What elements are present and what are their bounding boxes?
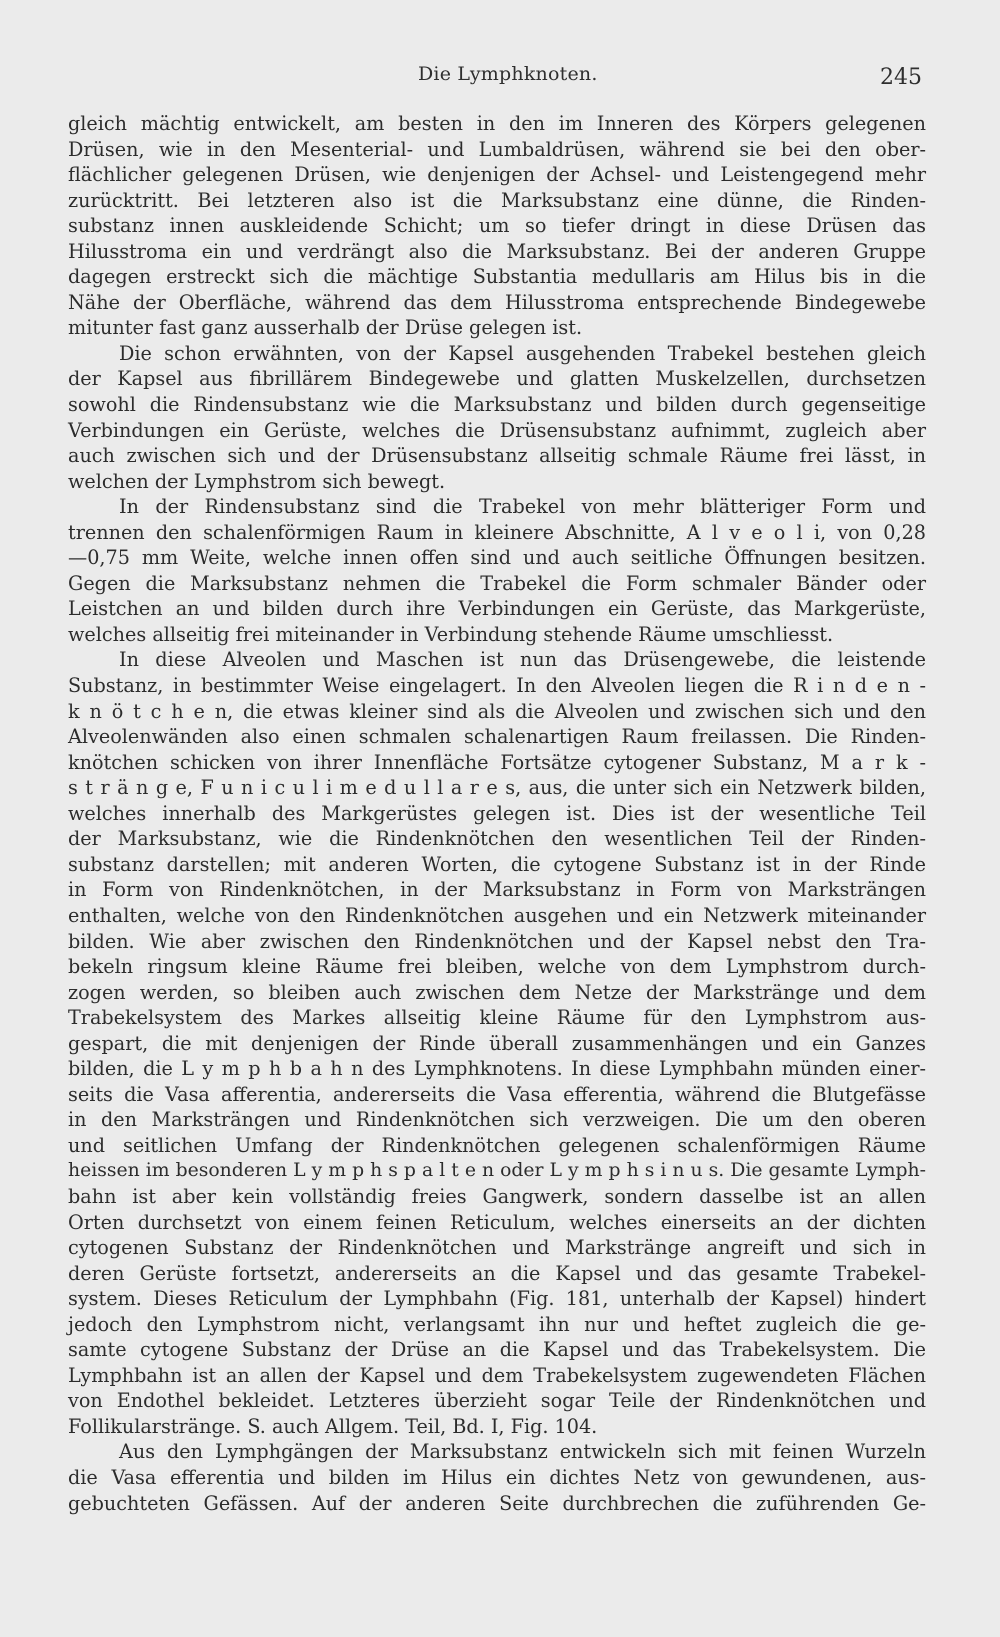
text-line: seits die Vasa afferentia, andererseits die Vasa efferentia, während die Blutgefässe bbox=[68, 1082, 926, 1106]
text-line: flächlicher gelegenen Drüsen, wie denjenigen der Achsel- und Leistengegend mehr bbox=[68, 163, 926, 187]
text-line: zurücktritt. Bei letzteren also ist die Marksubstanz eine dünne, die Rinden- bbox=[68, 188, 926, 212]
text-line: Trabekelsystem des Markes allseitig kleine Räume für den Lymphstrom aus- bbox=[68, 1006, 926, 1030]
running-title: Die Lymphknoten. bbox=[418, 63, 598, 85]
text-line: der Kapsel aus fibrillärem Bindegewebe und glatten Muskelzellen, durchsetzen bbox=[68, 367, 926, 391]
text-line: bekeln ringsum kleine Räume frei bleiben, welche von dem Lymphstrom durch- bbox=[68, 955, 926, 979]
text-line: —0,75 mm Weite, welche innen offen sind und auch seitliche Öffnungen besitzen. bbox=[68, 546, 926, 570]
text-line: knötchen schicken von ihrer Innenfläche Fortsätze cytogener Substanz, M a r k - bbox=[68, 750, 926, 774]
text-line: s t r ä n g e, F u n i c u l i m e d u l l a r e s, aus, die unter sich ein Netzwerk bilden, bbox=[68, 776, 926, 800]
text-line: Die schon erwähnten, von der Kapsel ausgehenden Trabekel bestehen gleich bbox=[119, 341, 926, 365]
text-line: gleich mächtig entwickelt, am besten in den im Inneren des Körpers gelegenen bbox=[68, 112, 926, 135]
text-line: dagegen erstreckt sich die mächtige Substantia medullaris am Hilus bis in die bbox=[68, 265, 926, 289]
text-line: bilden, die L y m p h b a h n des Lymphknotens. In diese Lymphbahn münden einer- bbox=[68, 1057, 926, 1081]
text-line: cytogenen Substanz der Rindenknötchen und Markstränge angreift und sich in bbox=[68, 1236, 926, 1260]
text-line: enthalten, welche von den Rindenknötchen ausgehen und ein Netzwerk miteinander bbox=[68, 903, 926, 927]
text-line: gebuchteten Gefässen. Auf der anderen Seite durchbrechen die zuführenden Ge- bbox=[68, 1491, 926, 1515]
text-line: substanz innen auskleidende Schicht; um so tiefer dringt in diese Drüsen das bbox=[68, 214, 926, 238]
text-line: Nähe der Oberfläche, während das dem Hilusstroma entsprechende Bindegewebe bbox=[68, 290, 926, 314]
text-line: Drüsen, wie in den Mesenterial- und Lumbaldrüsen, während sie bei den ober- bbox=[68, 137, 926, 161]
text-line: Verbindungen ein Gerüste, welches die Drüsensubstanz aufnimmt, zugleich aber bbox=[68, 418, 926, 442]
text-line: deren Gerüste fortsetzt, andererseits an die Kapsel und das gesamte Trabekel- bbox=[68, 1261, 926, 1285]
text-line: bahn ist aber kein vollständig freies Gangwerk, sondern dasselbe ist an allen bbox=[68, 1184, 926, 1208]
text-line: von Endothel bekleidet. Letzteres überzieht sogar Teile der Rindenknötchen und bbox=[68, 1389, 926, 1413]
text-line: In der Rindensubstanz sind die Trabekel von mehr blätteriger Form und bbox=[119, 495, 926, 519]
text-line: bilden. Wie aber zwischen den Rindenknötchen und der Kapsel nebst den Tra- bbox=[68, 929, 926, 953]
text-line: Alveolenwänden also einen schmalen schalenartigen Raum freilassen. Die Rinden- bbox=[68, 725, 926, 749]
running-head bbox=[0, 60, 1000, 90]
page-number: 245 bbox=[880, 65, 922, 90]
text-line: in den Marksträngen und Rindenknötchen sich verzweigen. Die um den oberen bbox=[68, 1108, 926, 1132]
text-line: trennen den schalenförmigen Raum in kleinere Abschnitte, A l v e o l i, von 0,28 bbox=[68, 520, 926, 544]
text-line: zogen werden, so bleiben auch zwischen dem Netze der Markstränge und dem bbox=[68, 980, 926, 1004]
text-line: Hilusstroma ein und verdrängt also die Marksubstanz. Bei der anderen Gruppe bbox=[68, 239, 926, 263]
text-line: heissen im besonderen L y m p h s p a l t e n oder L y m p h s i n u s. Die gesamte Lymph- bbox=[68, 1160, 926, 1182]
text-line: jedoch den Lymphstrom nicht, verlangsamt ihn nur und heftet zugleich die ge- bbox=[68, 1312, 926, 1336]
text-line: Lymphbahn ist an allen der Kapsel und dem Trabekelsystem zugewendeten Flächen bbox=[68, 1363, 926, 1387]
text-line: gespart, die mit denjenigen der Rinde überall zusammenhängen und ein Ganzes bbox=[68, 1031, 926, 1055]
text-line: Leistchen an und bilden durch ihre Verbindungen ein Gerüste, das Markgerüste, bbox=[68, 597, 926, 621]
text-line: Aus den Lymphgängen der Marksubstanz entwickeln sich mit feinen Wurzeln bbox=[119, 1440, 926, 1464]
text-line: auch zwischen sich und der Drüsensubstanz allseitig schmale Räume frei lässt, in bbox=[68, 444, 926, 468]
text-line: und seitlichen Umfang der Rindenknötchen gelegenen schalenförmigen Räume bbox=[68, 1133, 926, 1157]
text-line: system. Dieses Reticulum der Lymphbahn (Fig. 181, unterhalb der Kapsel) hindert bbox=[68, 1287, 926, 1311]
text-line: welchen der Lymphstrom sich bewegt. bbox=[68, 469, 446, 493]
text-line: die Vasa efferentia und bilden im Hilus ein dichtes Netz von gewundenen, aus- bbox=[68, 1465, 926, 1489]
text-line: mitunter fast ganz ausserhalb der Drüse gelegen ist. bbox=[68, 316, 583, 340]
text-line: sowohl die Rindensubstanz wie die Marksubstanz und bilden durch gegenseitige bbox=[68, 393, 926, 417]
text-line: substanz darstellen; mit anderen Worten, die cytogene Substanz ist in der Rinde bbox=[68, 852, 926, 876]
body-text bbox=[68, 111, 926, 1516]
text-line: Orten durchsetzt von einem feinen Reticulum, welches einerseits an der dichten bbox=[68, 1210, 926, 1234]
text-line: In diese Alveolen und Maschen ist nun das Drüsengewebe, die leistende bbox=[119, 648, 926, 672]
text-line: Follikularstränge. S. auch Allgem. Teil, Bd. I, Fig. 104. bbox=[68, 1414, 598, 1438]
text-line: welches allseitig frei miteinander in Verbindung stehende Räume umschliesst. bbox=[68, 622, 834, 646]
text-line: der Marksubstanz, wie die Rindenknötchen den wesentlichen Teil der Rinden- bbox=[68, 827, 926, 851]
text-line: k n ö t c h e n, die etwas kleiner sind als die Alveolen und zwischen sich und den bbox=[68, 699, 926, 723]
text-line: samte cytogene Substanz der Drüse an die Kapsel und das Trabekelsystem. Die bbox=[68, 1338, 926, 1362]
text-line: Gegen die Marksubstanz nehmen die Trabekel die Form schmaler Bänder oder bbox=[68, 571, 926, 595]
text-line: in Form von Rindenknötchen, in der Marksubstanz in Form von Marksträngen bbox=[68, 878, 926, 902]
text-line: welches innerhalb des Markgerüstes gelegen ist. Dies ist der wesentliche Teil bbox=[68, 801, 926, 825]
text-line: Substanz, in bestimmter Weise eingelagert. In den Alveolen liegen die R i n d e n - bbox=[68, 674, 926, 698]
